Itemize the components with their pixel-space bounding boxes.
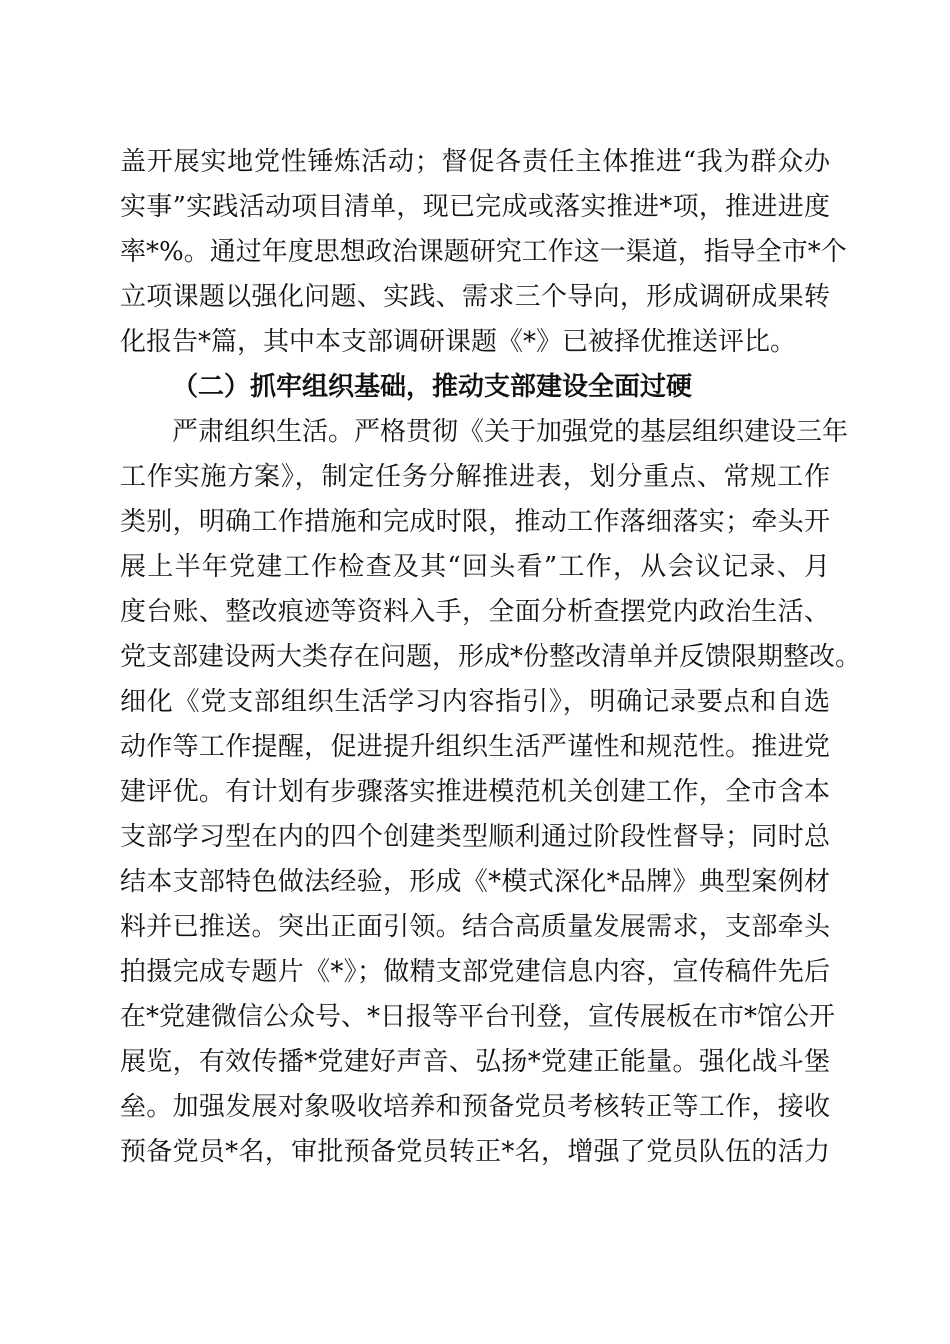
body-text-line: 细化《党支部组织生活学习内容指引》，明确记录要点和自选 xyxy=(120,687,830,717)
body-text-line: 结本支部特色做法经验，形成《*模式深化*品牌》典型案例材 xyxy=(120,867,830,897)
body-text-line: 支部学习型在内的四个创建类型顺利通过阶段性督导；同时总 xyxy=(120,822,830,852)
section-heading: （二）抓牢组织基础，推动支部建设全面过硬 xyxy=(172,372,693,402)
body-text-line: 度台账、整改痕迹等资料入手，全面分析查摆党内政治生活、 xyxy=(120,597,830,627)
body-text-line: 率*%。通过年度思想政治课题研究工作这一渠道，指导全市*个 xyxy=(120,237,847,267)
body-text-line: 建评优。有计划有步骤落实推进模范机关创建工作，全市含本 xyxy=(120,777,830,807)
body-text-line: 盖开展实地党性锤炼活动；督促各责任主体推进“我为群众办 xyxy=(120,147,830,177)
body-text-line: 料并已推送。突出正面引领。结合高质量发展需求，支部牵头 xyxy=(120,912,830,942)
body-text-line: 实事”实践活动项目清单，现已完成或落实推进*项，推进进度 xyxy=(120,192,830,222)
body-text-line: 展览，有效传播*党建好声音、弘扬*党建正能量。强化战斗堡 xyxy=(120,1047,830,1077)
body-text-line: 在*党建微信公众号、*日报等平台刊登，宣传展板在市*馆公开 xyxy=(120,1002,836,1032)
body-text-line: 展上半年党建工作检查及其“回头看”工作，从会议记录、月 xyxy=(120,552,830,582)
body-text-line: 预备党员*名，审批预备党员转正*名，增强了党员队伍的活力 xyxy=(120,1137,830,1167)
body-text-line: 垒。加强发展对象吸收培养和预备党员考核转正等工作，接收 xyxy=(120,1092,830,1122)
body-text-line: 拍摄完成专题片《*》；做精支部党建信息内容，宣传稿件先后 xyxy=(120,957,830,987)
body-text-line: 党支部建设两大类存在问题，形成*份整改清单并反馈限期整改。 xyxy=(120,642,862,672)
body-text-line: 动作等工作提醒，促进提升组织生活严谨性和规范性。推进党 xyxy=(120,732,830,762)
body-text-line: 化报告*篇，其中本支部调研课题《*》已被择优推送评比。 xyxy=(120,327,797,357)
body-text-line: 立项课题以强化问题、实践、需求三个导向，形成调研成果转 xyxy=(120,282,830,312)
body-text-line: 严肃组织生活。严格贯彻《关于加强党的基层组织建设三年 xyxy=(172,417,849,447)
body-text-line: 类别，明确工作措施和完成时限，推动工作落细落实；牵头开 xyxy=(120,507,830,537)
body-text-line: 工作实施方案》，制定任务分解推进表，划分重点、常规工作 xyxy=(120,462,830,492)
